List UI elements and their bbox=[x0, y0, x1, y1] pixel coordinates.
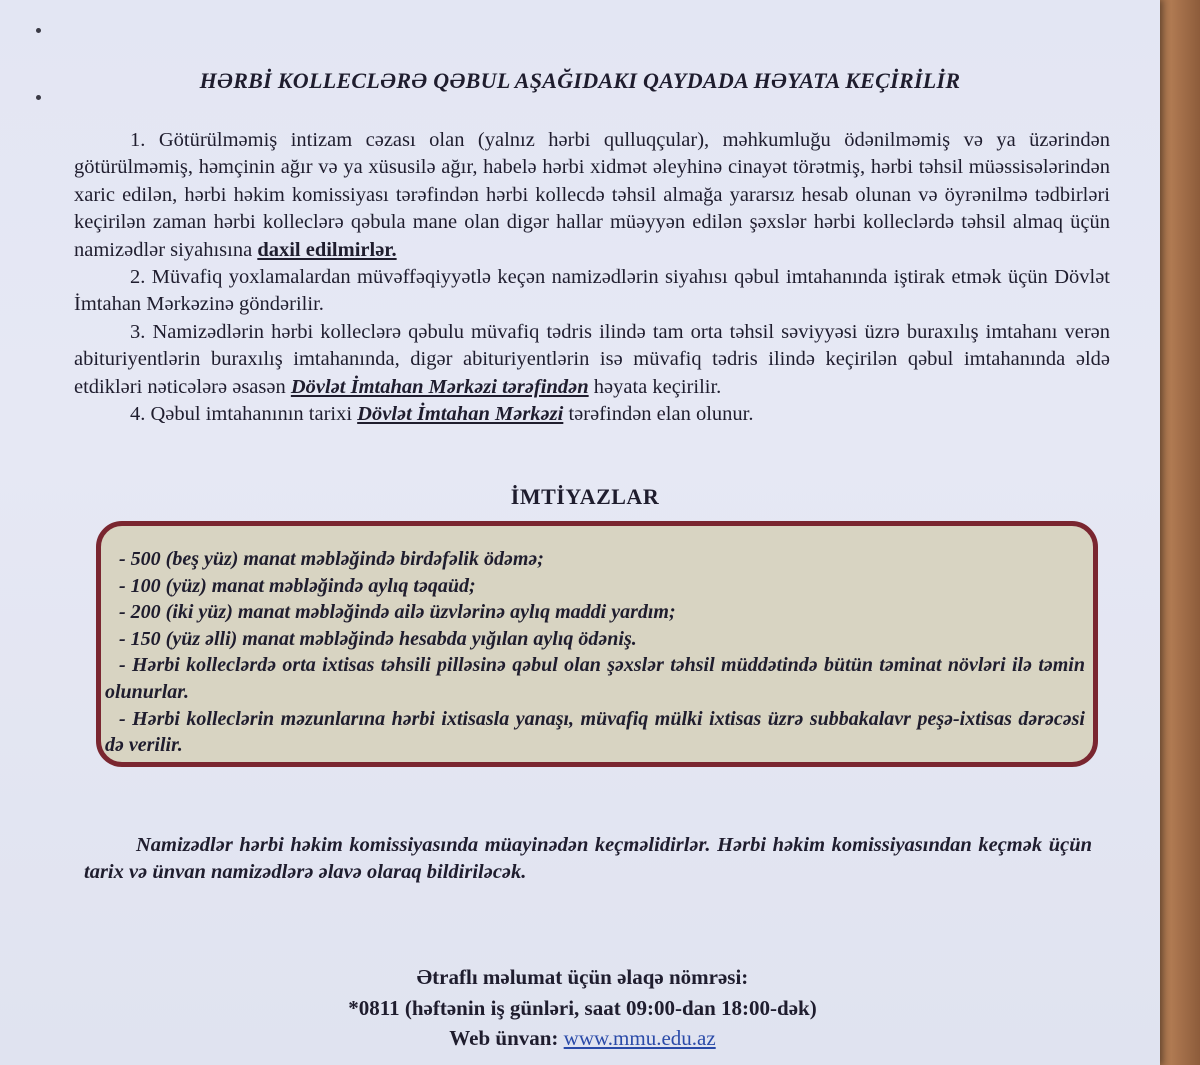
rule-1-emphasis: daxil edilmirlər. bbox=[257, 238, 397, 261]
rule-4-tail: tərəfindən elan olunur. bbox=[563, 403, 754, 426]
privileges-list bbox=[105, 546, 1085, 759]
rule-1-text: 1. Götürülməmiş intizam cəzası olan (yalnız hərbi qulluqçular), məhkumluğu ödənilməmiş və ya üzərindən götürülməmiş, həmçinin ağır və ya xüsusilə ağır, habelə hərbi xidmət əleyhinə cinayət törətmiş, hərbi təhsil müəssisələrindən xaric edilən, hərbi həkim komissiyası tərəfindən hərbi kollecdə təhsil almağa yararsız hesab olunan və öyrənilmə tədbirləri keçirilən zaman hərbi kolleclərə qəbula mane olan digər hallar müəyyən edilən şəxslər hərbi kolleclərdə təhsil almaq üçün namizədlər siyahısına bbox=[74, 129, 1110, 261]
contact-phone: *0811 (həftənin iş günləri, saat 09:00-dan 18:00-dək) bbox=[348, 995, 817, 1020]
rule-paragraph-1 bbox=[74, 127, 1110, 264]
rule-paragraph-3 bbox=[74, 319, 1110, 401]
rule-3-tail: həyata keçirilir. bbox=[588, 375, 722, 398]
rules-section bbox=[74, 127, 1110, 428]
privilege-item: - Hərbi kolleclərin məzunlarına hərbi ixtisasla yanaşı, müvafiq mülki ixtisas üzrə subbakalavr peşə-ixtisas dərəcəsi də verilir. bbox=[105, 707, 1085, 757]
rule-4-text: 4. Qəbul imtahanının tarixi bbox=[130, 403, 358, 426]
rule-3-emphasis: Dövlət İmtahan Mərkəzi tərəfindən bbox=[290, 375, 589, 398]
paper-speck bbox=[36, 28, 41, 33]
rule-paragraph-2 bbox=[74, 264, 1110, 319]
privileges-heading: İMTİYAZLAR bbox=[510, 484, 660, 509]
paper-speck bbox=[36, 95, 41, 100]
web-label: Web ünvan: bbox=[449, 1026, 564, 1050]
contact-label: Ətraflı məlumat üçün əlaqə nömrəsi: bbox=[416, 965, 749, 989]
contact-block bbox=[0, 962, 1165, 1054]
privileges-box bbox=[96, 521, 1098, 767]
contact-web bbox=[0, 1023, 1165, 1054]
rule-4-emphasis: Dövlət İmtahan Mərkəzi bbox=[357, 403, 564, 426]
privilege-item: - 150 (yüz əlli) manat məbləğində hesabda yığılan aylıq ödəniş. bbox=[119, 627, 637, 650]
rule-3-text: 3. Namizədlərin hərbi kolleclərə qəbulu müvafiq tədris ilində tam orta təhsil səviyyəsi üzrə buraxılış imtahanı verən abituriyentlərin buraxılış imtahanında, digər abituriyentlərin isə müvafiq tədris ilində keçirilən qəbul imtahanında əldə etdikləri nəticələrə əsasən bbox=[74, 320, 1110, 398]
rule-paragraph-4 bbox=[74, 401, 1110, 428]
privilege-item: - 100 (yüz) manat məbləğində aylıq təqaüd; bbox=[119, 574, 476, 597]
privilege-item: - 500 (beş yüz) manat məbləğində birdəfəlik ödəmə; bbox=[119, 548, 544, 570]
website-link[interactable]: www.mmu.edu.az bbox=[563, 1026, 716, 1050]
document-title: HƏRBİ KOLLECLƏRƏ QƏBUL AŞAĞIDAKI QAYDADA HƏYATA KEÇİRİLİR bbox=[199, 68, 961, 93]
medical-commission-note: Namizədlər hərbi həkim komissiyasında müayinədən keçməlidirlər. Hərbi həkim komissiyasından keçmək üçün tarix və ünvan namizədlərə əlavə olaraq bildiriləcək. bbox=[84, 834, 1092, 884]
privilege-item: - Hərbi kolleclərdə orta ixtisas təhsili pilləsinə qəbul olan şəxslər təhsil müddətində bütün təminat növləri ilə təmin olunurlar. bbox=[105, 654, 1085, 703]
privilege-item: - 200 (iki yüz) manat məbləğində ailə üzvlərinə aylıq maddi yardım; bbox=[119, 601, 676, 624]
rule-2-text: 2. Müvafiq yoxlamalardan müvəffəqiyyətlə keçən namizədlərin siyahısı qəbul imtahanında iştirak etmək üçün Dövlət İmtahan Mərkəzinə göndərilir. bbox=[74, 266, 1110, 316]
